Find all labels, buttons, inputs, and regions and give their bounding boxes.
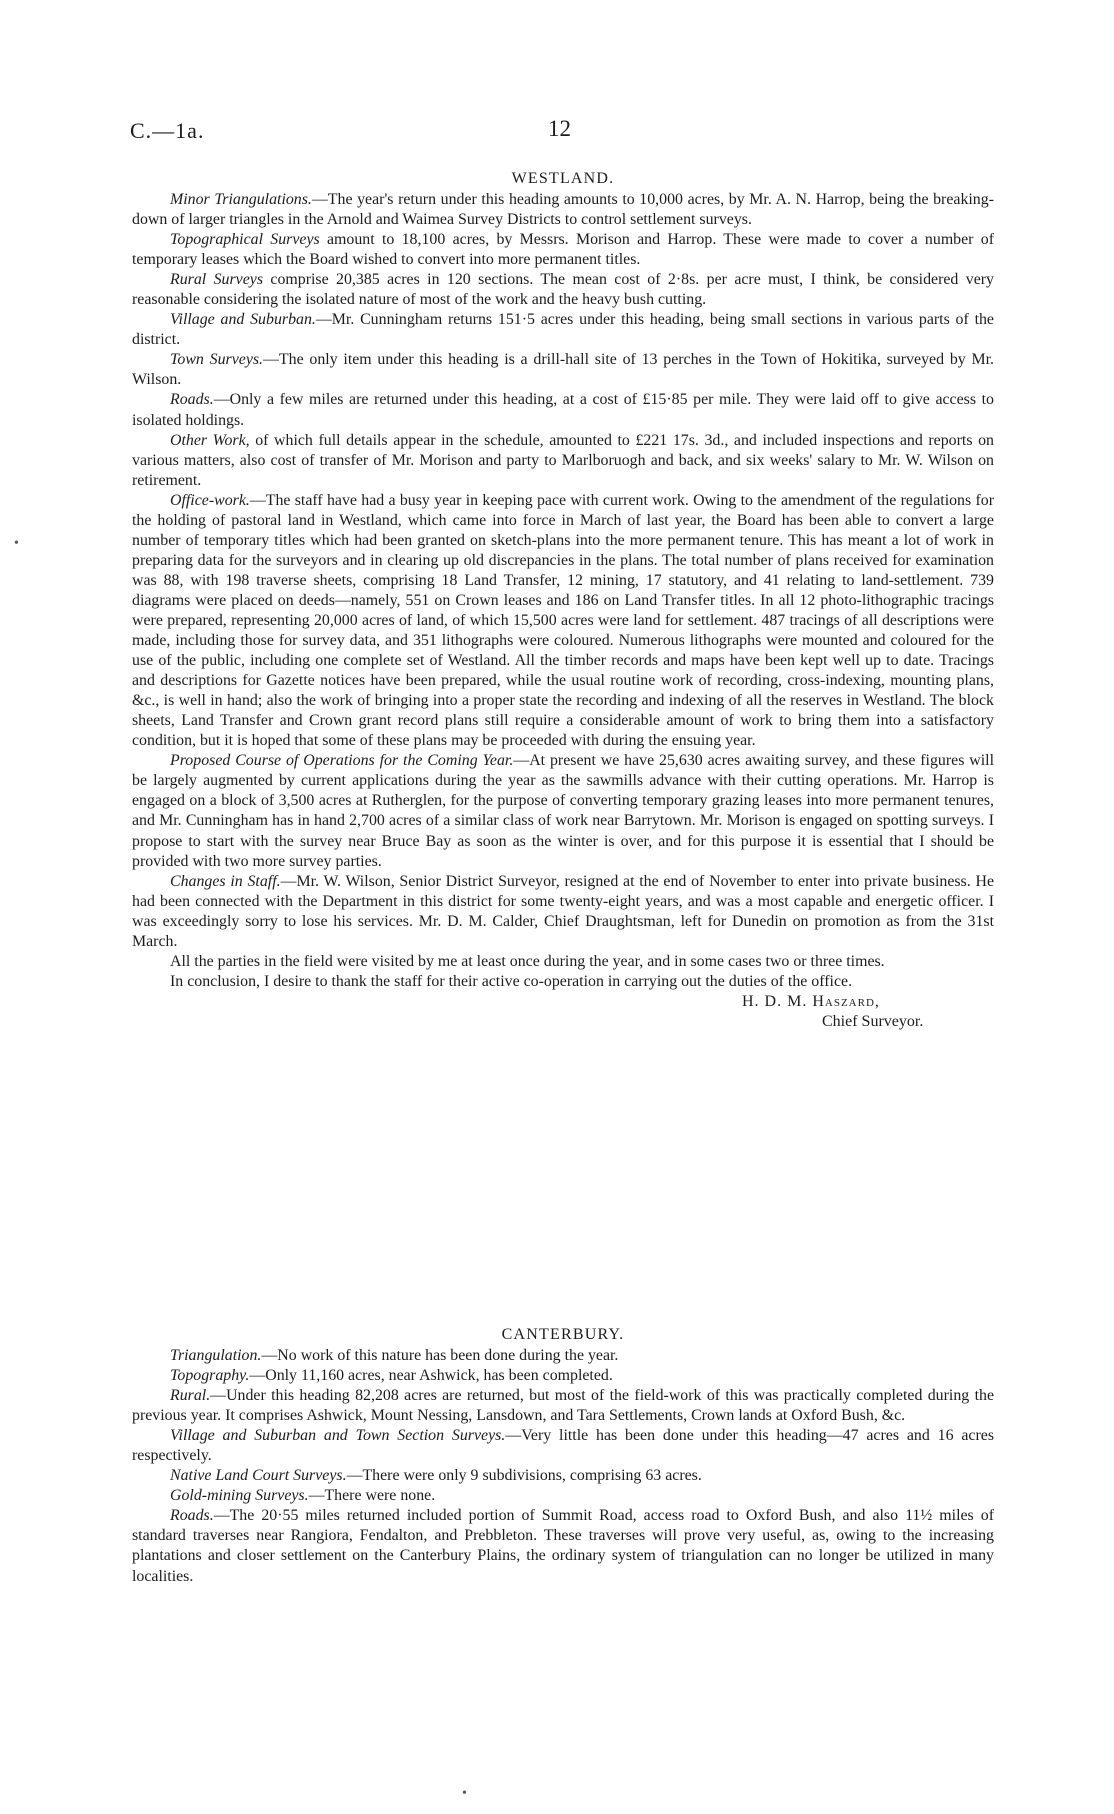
canterbury-paragraphs — [132, 1346, 994, 1587]
paragraph-body: —There were none. — [308, 1487, 436, 1505]
paragraph — [132, 431, 994, 491]
westland-section — [132, 168, 994, 1032]
margin-dot: • — [462, 1786, 467, 1801]
paragraph — [132, 872, 994, 952]
paragraph-body: —Mr. Cunningham returns 151·5 acres under this heading, being small sections in various parts of the district. — [132, 311, 994, 349]
paragraph-lead-heading: Triangulation. — [170, 1347, 262, 1364]
paragraph — [132, 270, 994, 310]
paragraph-lead-heading: Changes in Staff. — [170, 872, 281, 890]
paragraph — [132, 1486, 994, 1506]
westland-paragraphs — [132, 190, 994, 992]
paragraph-lead-heading: Rural Surveys — [170, 271, 264, 289]
paragraph-body: amount to 18,100 acres, by Messrs. Morison and Harrop. These were made to cover a number of temporary leases which the Board wished to convert into more permanent titles. — [132, 231, 994, 269]
paragraph-lead-heading: Native Land Court Surveys. — [170, 1467, 347, 1485]
paragraph — [132, 952, 994, 972]
paragraph — [132, 1506, 994, 1586]
paragraph-body: —There were only 9 subdivisions, comprising 63 acres. — [346, 1467, 702, 1485]
paragraph-body: —No work of this nature has been done during the year. — [261, 1347, 619, 1364]
paragraph — [132, 1466, 994, 1486]
paragraph — [132, 230, 994, 270]
signature-block — [132, 992, 994, 1032]
paragraph — [132, 190, 994, 230]
paragraph — [132, 310, 994, 350]
page-number: 12 — [548, 116, 571, 141]
paragraph-lead-heading: Village and Suburban. — [170, 311, 316, 329]
paragraph-body: comprise 20,385 acres in 120 sections. The mean cost of 2·8s. per acre must, I think, be considered very reasonable considering the isolated nature of most of the work and the heavy bush cutting. — [132, 271, 994, 309]
paragraph — [132, 350, 994, 390]
parliamentary-paper-reference: C.—1a. — [130, 118, 205, 143]
paragraph-body: —Only 11,160 acres, near Ashwick, has been completed. — [249, 1367, 613, 1385]
paragraph-body: —Mr. W. Wilson, Senior District Surveyor, resigned at the end of November to enter into private business. He had been connected with the Department in this district for some twenty-eight years, and was a most capable and energetic officer. I was exceedingly sorry to lose his services. Mr. D. M. Calder, Chief Draughtsman, left for Dunedin on promotion as from the 31st March. — [132, 872, 995, 950]
canterbury-heading: CANTERBURY. — [501, 1326, 625, 1343]
paragraph-lead-heading: Roads. — [170, 1507, 214, 1525]
paragraph — [132, 491, 994, 752]
paragraph-lead-heading: Roads. — [170, 391, 214, 409]
paragraph — [132, 390, 994, 430]
paragraph-lead-heading: Minor Triangulations. — [170, 191, 312, 208]
paragraph-lead-heading: Other Work, — [170, 431, 250, 449]
paragraph-lead-heading: Proposed Course of Operations for the Coming Year. — [170, 752, 514, 770]
paragraph-lead-heading: Gold-mining Surveys. — [170, 1487, 309, 1505]
paragraph-body: of which full details appear in the schedule, amounted to £221 17s. 3d., and included inspections and reports on various matters, also cost of transfer of Mr. Morison and party to Marlboruogh and back, and six weeks' salary to Mr. W. Wilson on retirement. — [132, 431, 994, 489]
signatory-title: Chief Surveyor. — [822, 1012, 924, 1030]
paragraph — [132, 1346, 994, 1366]
canterbury-section — [132, 1324, 994, 1587]
paragraph-body: In conclusion, I desire to thank the staff for their active co-operation in carrying out the duties of the office. — [170, 972, 853, 990]
paragraph — [132, 972, 994, 992]
paragraph-body: —Under this heading 82,208 acres are returned, but most of the field-work of this was practically completed during the previous year. It comprises Ashwick, Mount Nessing, Lansdown, and Tara Settlements, Crown lands at Oxford Bush, &c. — [132, 1387, 994, 1425]
paragraph-body: —The 20·55 miles returned included portion of Summit Road, access road to Oxford Bush, and also 11½ miles of standard traverses near Rangiora, Fendalton, and Prebbleton. These traverses will prove very useful, as, owing to the increasing plantations and closer settlement on the Canterbury Plains, the ordinary system of triangulation can no longer be utilized in many localities. — [132, 1507, 994, 1585]
paragraph-lead-heading: Topography. — [170, 1367, 250, 1385]
paragraph-body: —At present we have 25,630 acres awaiting survey, and these figures will be largely augmented by current applications during the year as the sawmills advance with their cutting operations. Mr. Harrop is engaged on a block of 3,500 acres at Rutherglen, for the purpose of converting temporary grazing leases into more permanent tenures, and Mr. Cunningham has in hand 2,700 acres of a similar class of work near Barrytown. Mr. Morison is engaged on spotting surveys. I propose to start with the survey near Bruce Bay as soon as the winter is over, and for this purpose it is essential that I should be provided with two more survey parties. — [132, 752, 994, 870]
paragraph-lead-heading: Rural. — [170, 1387, 211, 1405]
westland-heading: WESTLAND. — [511, 170, 615, 187]
paragraph-body: —The only item under this heading is a drill-hall site of 13 perches in the Town of Hokitika, surveyed by Mr. Wilson. — [132, 351, 994, 389]
paragraph-lead-heading: Village and Suburban and Town Section Surveys. — [170, 1427, 506, 1445]
paragraph-lead-heading: Office-work. — [170, 491, 250, 509]
paragraph — [132, 1366, 994, 1386]
paragraph-body: —The year's return under this heading amounts to 10,000 acres, by Mr. A. N. Harrop, being the breaking-down of larger triangles in the Arnold and Waimea Survey Districts to control settlement surveys. — [132, 191, 994, 229]
paragraph — [132, 1426, 994, 1466]
signatory-name: H. D. M. Haszard, — [742, 992, 880, 1010]
paragraph-body: —The staff have had a busy year in keeping pace with current work. Owing to the amendment of the regulations for the holding of pastoral land in Westland, which came into force in March of last year, the Board has been able to convert a large number of temporary titles which had been granted on sketch-plans into the more permanent tenure. This has meant a lot of work in preparing data for the surveyors and in clearing up old discrepancies in the plans. The total number of plans received for examination was 88, with 198 traverse sheets, comprising 18 Land Transfer, 12 mining, 17 statutory, and 41 relating to land-settlement. 739 diagrams were placed on deeds—namely, 551 on Crown leases and 186 on Land Transfer titles. In all 12 photo-lithographic tracings were prepared, representing 20,000 acres of land, of which 15,500 acres were land for settlement. 487 tracings of all descriptions were made, including those for survey data, and 351 lithographs were coloured. Numerous lithographs were mounted and coloured for the use of the public, including one complete set of Westland. All the timber records and maps have been kept well up to date. Tracings and descriptions for Gazette notices have been prepared, while the usual routine work of recording, cross-indexing, mounting plans, &c., is well in hand; also the work of bringing into a proper state the recording and indexing of all the reserves in Westland. The block sheets, Land Transfer and Crown grant record plans still require a considerable amount of work to bring them into a satisfactory condition, but it is hoped that some of these plans may be proceeded with during the ensuing year. — [132, 491, 994, 750]
paragraph-lead-heading: Town Surveys. — [170, 351, 264, 369]
paragraph-lead-heading: Topographical Surveys — [170, 231, 320, 249]
paragraph — [132, 1386, 994, 1426]
paragraph-body: —Very little has been done under this heading—47 acres and 16 acres respectively. — [132, 1427, 994, 1465]
paragraph — [132, 751, 994, 871]
margin-dot: • — [14, 536, 19, 551]
paragraph-body: All the parties in the field were visited by me at least once during the year, and in some cases two or three times. — [170, 952, 885, 970]
paragraph-body: —Only a few miles are returned under this heading, at a cost of £15·85 per mile. They were laid off to give access to isolated holdings. — [132, 391, 994, 429]
